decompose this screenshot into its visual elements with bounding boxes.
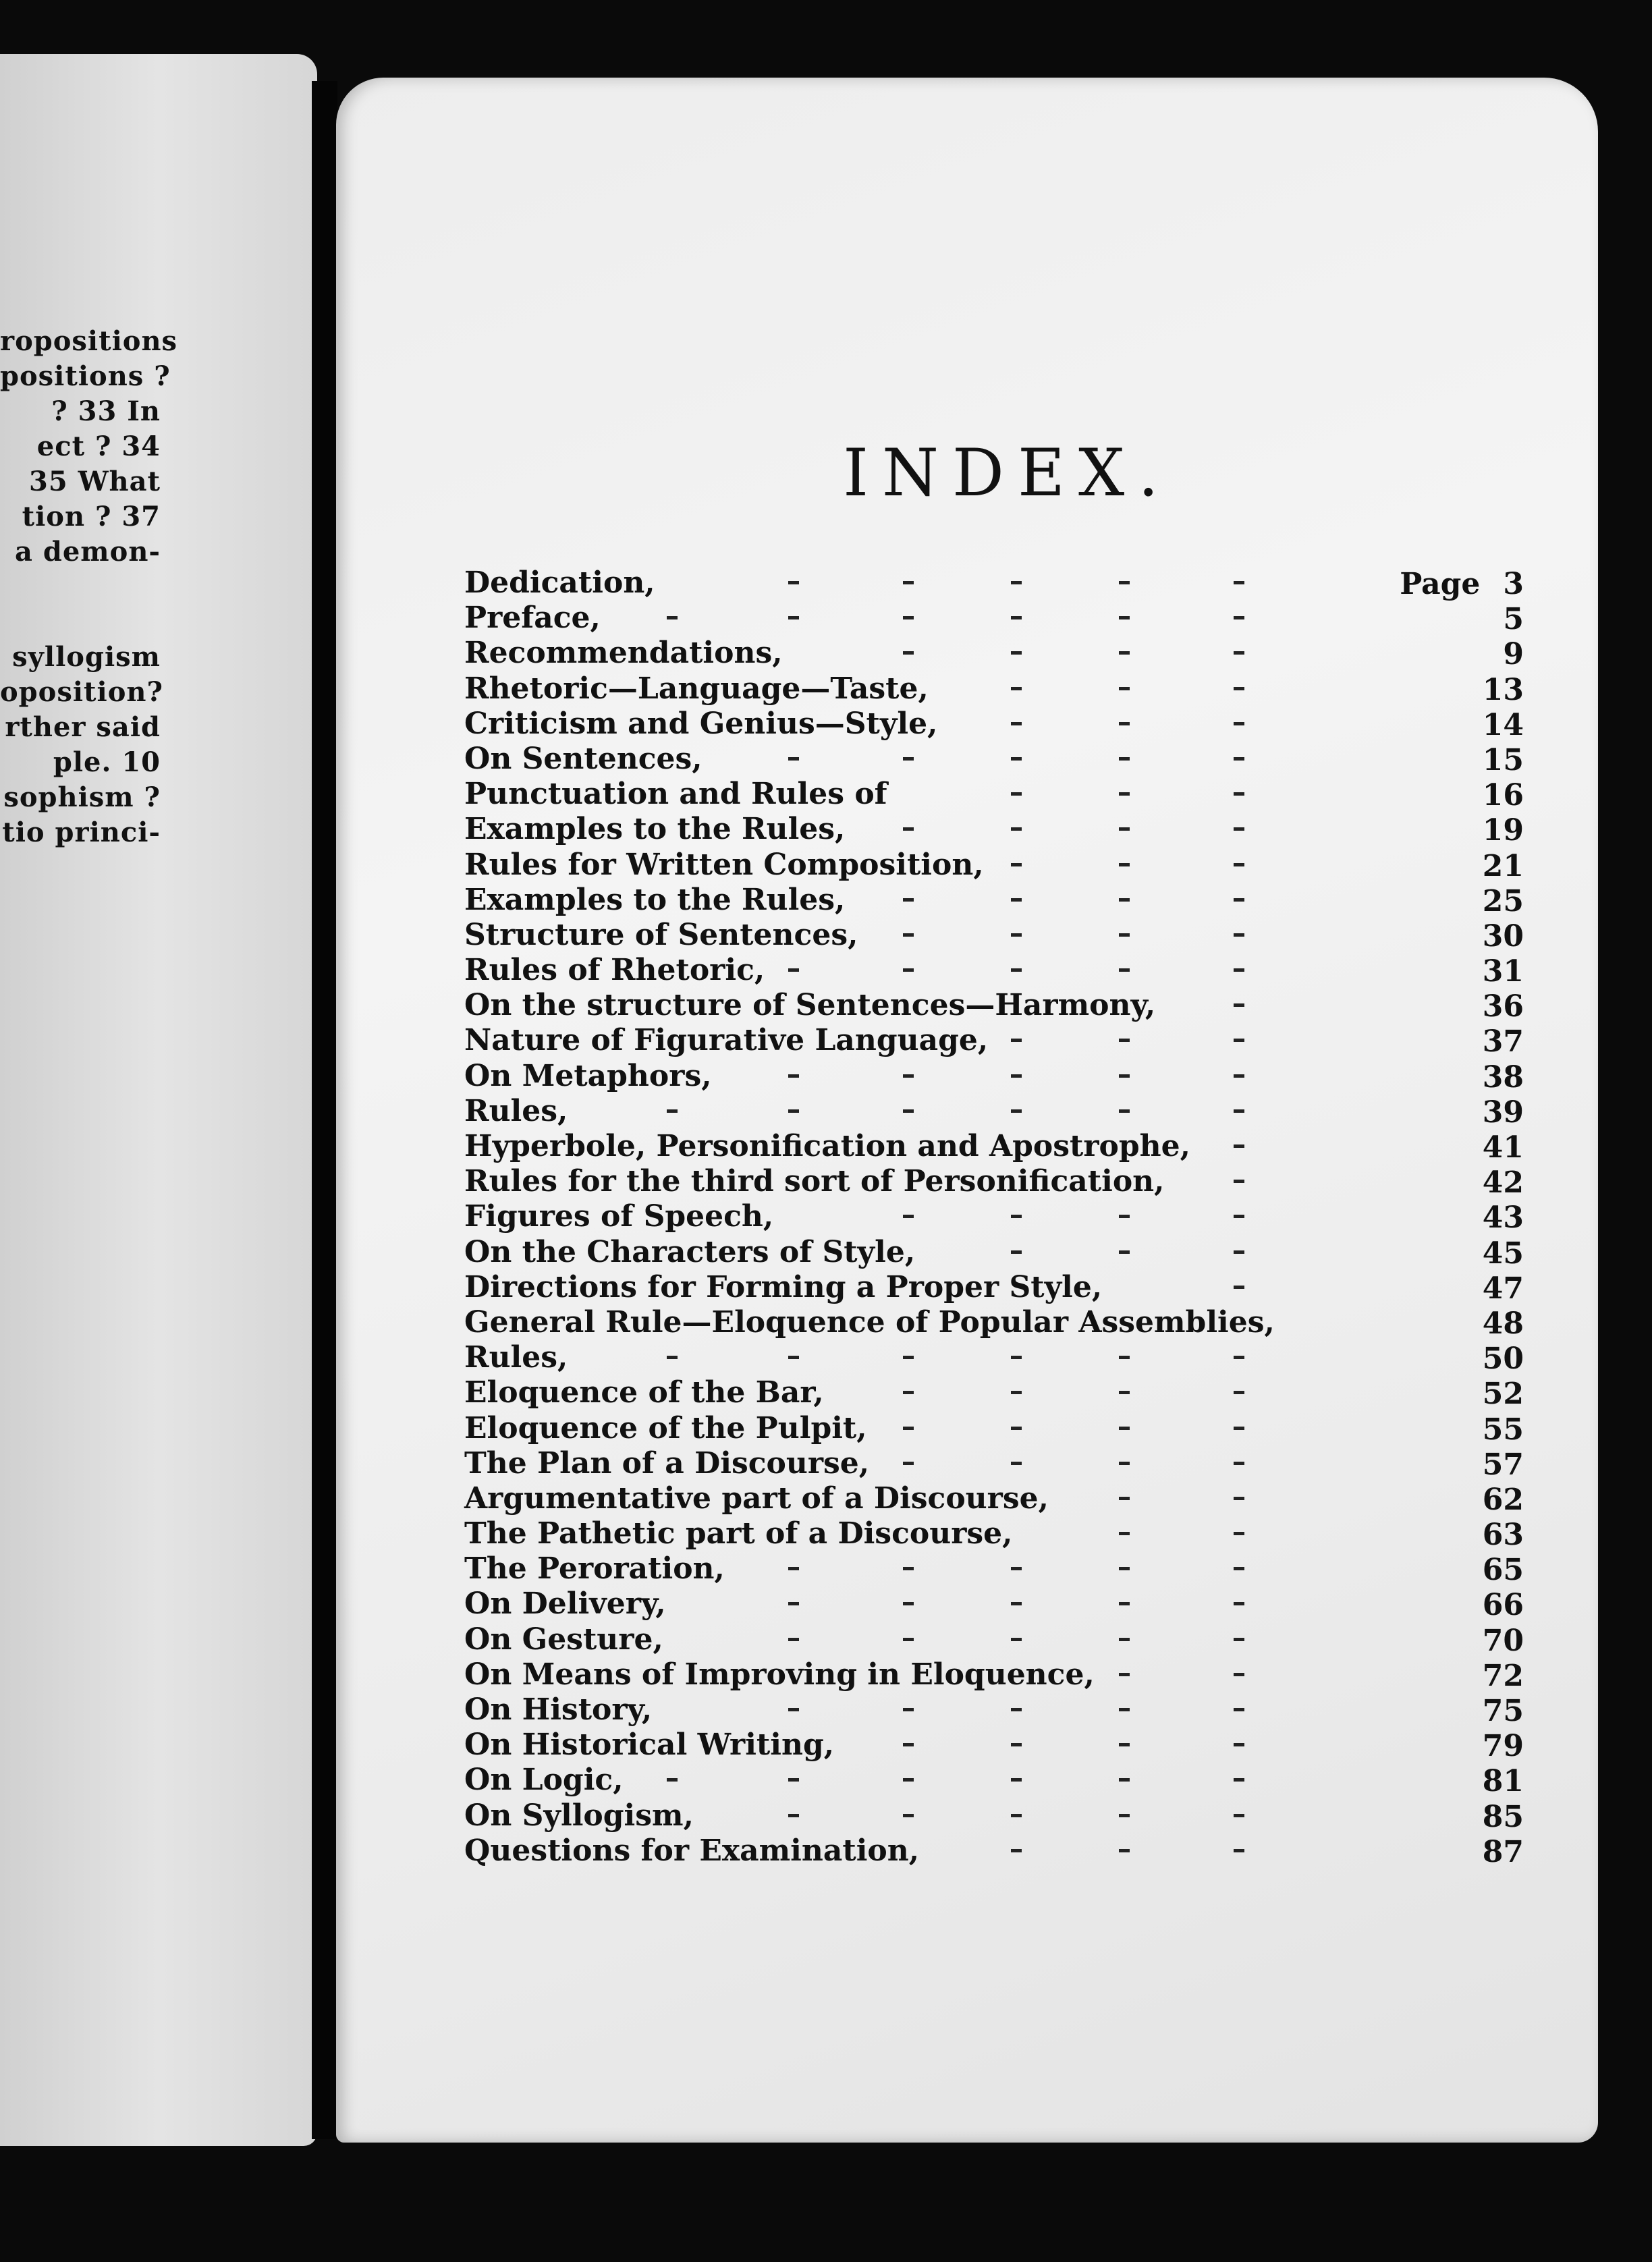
page-number: 85 [1482, 1799, 1524, 1834]
page-number: 52 [1482, 1377, 1524, 1412]
entry-title: Questions for Examination, [464, 1833, 920, 1868]
index-entry [464, 1549, 1524, 1588]
entry-page-number [1483, 1131, 1524, 1165]
entry-page-number [1483, 709, 1524, 742]
entry-page-number [1483, 1836, 1524, 1869]
entry-title: Rules for the third sort of Personification, [464, 1164, 1165, 1199]
index-entry [464, 1197, 1524, 1236]
entry-page-number [1483, 955, 1524, 989]
index-entry [464, 740, 1524, 775]
page-number: 63 [1482, 1518, 1524, 1553]
entry-page-number [1483, 1659, 1524, 1693]
page-number: 62 [1482, 1482, 1524, 1517]
entry-title: Hyperbole, Personification and Apostrophe, [464, 1129, 1190, 1163]
page-number: 39 [1482, 1095, 1524, 1130]
index-entry [464, 1409, 1524, 1447]
page-number: 79 [1482, 1729, 1524, 1764]
entry-page-number [1483, 1624, 1524, 1658]
entry-title: Rules, [464, 1093, 568, 1128]
entry-title: On Metaphors, [464, 1058, 712, 1093]
facing-page-line: tion ? 37 [22, 501, 161, 532]
entry-title: On Sentences, [464, 741, 703, 776]
entry-title: Nature of Figurative Language, [464, 1023, 989, 1058]
page-number: 57 [1482, 1447, 1524, 1482]
page-column-label: Page [1400, 567, 1481, 601]
facing-page-text [0, 324, 317, 850]
entry-title: The Plan of a Discourse, [464, 1445, 870, 1481]
facing-page-line: a demon- [15, 536, 161, 568]
facing-page-line: ect ? 34 [36, 431, 161, 462]
facing-page-line: rther said [5, 711, 161, 743]
facing-page-line: ropositions [0, 325, 178, 357]
page-number: 19 [1482, 813, 1524, 848]
entry-page-number [1483, 1800, 1524, 1834]
index-entry [464, 916, 1524, 954]
page-number: 3 [1503, 567, 1524, 601]
entry-title: On Gesture, [464, 1622, 663, 1657]
page-number: 25 [1482, 883, 1524, 918]
page-number: 48 [1482, 1306, 1524, 1341]
index-entry [464, 634, 1524, 672]
index-entry [464, 1338, 1524, 1377]
entry-page-number [1483, 1553, 1524, 1587]
entry-title: On Means of Improving in Eloquence, [464, 1657, 1095, 1692]
entry-page-number [1483, 1765, 1524, 1798]
index-entry [464, 1479, 1524, 1517]
entry-page-number [1483, 1413, 1524, 1447]
page-number: 13 [1482, 672, 1524, 707]
entry-title: Punctuation and Rules of [464, 777, 887, 812]
index-entry [464, 810, 1524, 848]
entry-title: Rules for Written Composition, [464, 847, 984, 882]
index-entry [464, 1127, 1524, 1165]
entry-title: Figures of Speech, [464, 1199, 774, 1234]
index-entry [464, 1057, 1524, 1095]
entry-title: Directions for Forming a Proper Style, [464, 1269, 1103, 1304]
index-entry [464, 1726, 1524, 1764]
page-number: 43 [1482, 1201, 1524, 1236]
entry-title: Eloquence of the Bar, [464, 1375, 824, 1410]
facing-page [0, 54, 317, 2146]
index-entry [464, 1021, 1524, 1059]
page-number: 41 [1482, 1130, 1524, 1165]
entry-title: Argumentative part of a Discourse, [464, 1481, 1049, 1516]
entry-page-number [1400, 568, 1524, 601]
entry-page-number [1483, 1518, 1524, 1552]
entry-page-number [1483, 1448, 1524, 1482]
page-number: 70 [1482, 1623, 1524, 1658]
facing-page-line [0, 605, 317, 640]
index-entry [464, 1796, 1524, 1834]
index-entry [464, 1268, 1524, 1306]
page-number: 38 [1482, 1059, 1524, 1095]
entry-title: On History, [464, 1692, 653, 1727]
index-title: INDEX. [843, 435, 1172, 511]
page-number: 36 [1482, 989, 1524, 1024]
page-number: 5 [1503, 602, 1524, 637]
page-number: 50 [1482, 1342, 1524, 1377]
entry-title: General Rule—Eloquence of Popular Assemblies, [464, 1304, 1275, 1340]
entry-title: On Historical Writing, [464, 1728, 835, 1763]
entry-title: Examples to the Rules, [464, 882, 846, 917]
index-entry [464, 1761, 1524, 1799]
facing-page-line: ple. 10 [53, 746, 161, 778]
page-number: 15 [1482, 742, 1524, 777]
page-number: 21 [1482, 848, 1524, 883]
page-number: 75 [1482, 1694, 1524, 1728]
entry-page-number [1483, 990, 1524, 1024]
entry-page-number [1483, 744, 1524, 777]
entry-title: Eloquence of the Pulpit, [464, 1410, 867, 1445]
page-number: 47 [1482, 1271, 1524, 1306]
leader-dashes [464, 1338, 1342, 1373]
index-entry [464, 1303, 1524, 1341]
entry-page-number [1483, 779, 1524, 812]
entry-page-number [1483, 1307, 1524, 1341]
index-entry [464, 986, 1524, 1024]
page-number: 31 [1482, 954, 1524, 989]
facing-page-line: positions ? [0, 360, 171, 392]
index-entry [464, 705, 1524, 740]
page-number: 14 [1482, 707, 1524, 742]
page-number: 65 [1482, 1553, 1524, 1588]
index-entry [464, 1655, 1524, 1693]
facing-page-line: ? 33 In [51, 395, 161, 427]
entry-title: On the Characters of Style, [464, 1234, 916, 1269]
index-entry [464, 599, 1524, 637]
entry-page-number [1483, 1730, 1524, 1763]
page-number: 81 [1482, 1764, 1524, 1799]
entry-page-number [1483, 1694, 1524, 1728]
entry-page-number [1483, 1342, 1524, 1376]
book-gutter [312, 81, 337, 2139]
entry-page-number [1483, 673, 1524, 707]
entry-page-number [1503, 603, 1524, 636]
entry-title: Criticism and Genius—Style, [464, 706, 938, 741]
index-page [336, 78, 1598, 2143]
page-number: 30 [1482, 918, 1524, 954]
entry-title: Examples to the Rules, [464, 812, 846, 847]
page-number: 72 [1482, 1658, 1524, 1693]
entry-title: The Pathetic part of a Discourse, [464, 1516, 1013, 1551]
index-entry [464, 1233, 1524, 1271]
index-entry [464, 563, 1524, 599]
entry-title: On Syllogism, [464, 1798, 694, 1833]
index-entry [464, 951, 1524, 989]
entry-page-number [1483, 1061, 1524, 1095]
entry-title: Dedication, [464, 566, 655, 600]
index-entry [464, 669, 1524, 705]
entry-title: Rules of Rhetoric, [464, 953, 765, 988]
facing-page-line: syllogism [12, 641, 161, 673]
entry-page-number [1483, 1025, 1524, 1059]
entry-page-number [1483, 1589, 1524, 1622]
index-entries [464, 563, 1524, 1867]
page-number: 42 [1482, 1165, 1524, 1201]
entry-page-number [1483, 1377, 1524, 1411]
page-number: 87 [1482, 1834, 1524, 1869]
leader-dashes [464, 1092, 1342, 1127]
page-number: 55 [1482, 1412, 1524, 1447]
entry-title: Rules, [464, 1340, 568, 1375]
entry-page-number [1483, 1166, 1524, 1200]
index-entry [464, 1444, 1524, 1482]
page-number: 37 [1482, 1024, 1524, 1059]
entry-title: On the structure of Sentences—Harmony, [464, 988, 1156, 1023]
facing-page-line: sophism ? [3, 781, 161, 813]
index-entry [464, 1162, 1524, 1201]
index-entry [464, 881, 1524, 916]
entry-title: Preface, [464, 601, 601, 636]
entry-page-number [1483, 1237, 1524, 1271]
entry-title: On Logic, [464, 1763, 624, 1798]
index-entry [464, 1373, 1524, 1412]
facing-page-line: oposition? [0, 676, 163, 708]
facing-page-line [0, 570, 317, 605]
index-entry [464, 1690, 1524, 1726]
entry-page-number [1483, 850, 1524, 883]
index-entry [464, 775, 1524, 813]
entry-title: Structure of Sentences, [464, 917, 858, 952]
entry-page-number [1483, 814, 1524, 848]
entry-page-number [1483, 1096, 1524, 1130]
entry-title: The Peroration, [464, 1551, 725, 1587]
entry-page-number [1483, 920, 1524, 954]
page-number: 66 [1482, 1588, 1524, 1623]
page-number: 9 [1503, 637, 1524, 672]
index-entry [464, 1584, 1524, 1623]
index-entry [464, 846, 1524, 881]
index-entry [464, 1514, 1524, 1553]
entry-page-number [1503, 638, 1524, 671]
entry-page-number [1483, 1272, 1524, 1306]
entry-title: Recommendations, [464, 636, 783, 671]
entry-page-number [1483, 1483, 1524, 1517]
facing-page-line: tio princi- [2, 817, 161, 848]
index-entry [464, 1620, 1524, 1658]
index-entry [464, 1092, 1524, 1130]
index-entry [464, 1831, 1524, 1867]
entry-page-number [1483, 885, 1524, 918]
entry-page-number [1483, 1201, 1524, 1235]
entry-title: On Delivery, [464, 1587, 666, 1622]
entry-title: Rhetoric—Language—Taste, [464, 671, 929, 706]
facing-page-line: 35 What [29, 466, 161, 497]
page-number: 45 [1482, 1236, 1524, 1271]
page-number: 16 [1482, 778, 1524, 813]
